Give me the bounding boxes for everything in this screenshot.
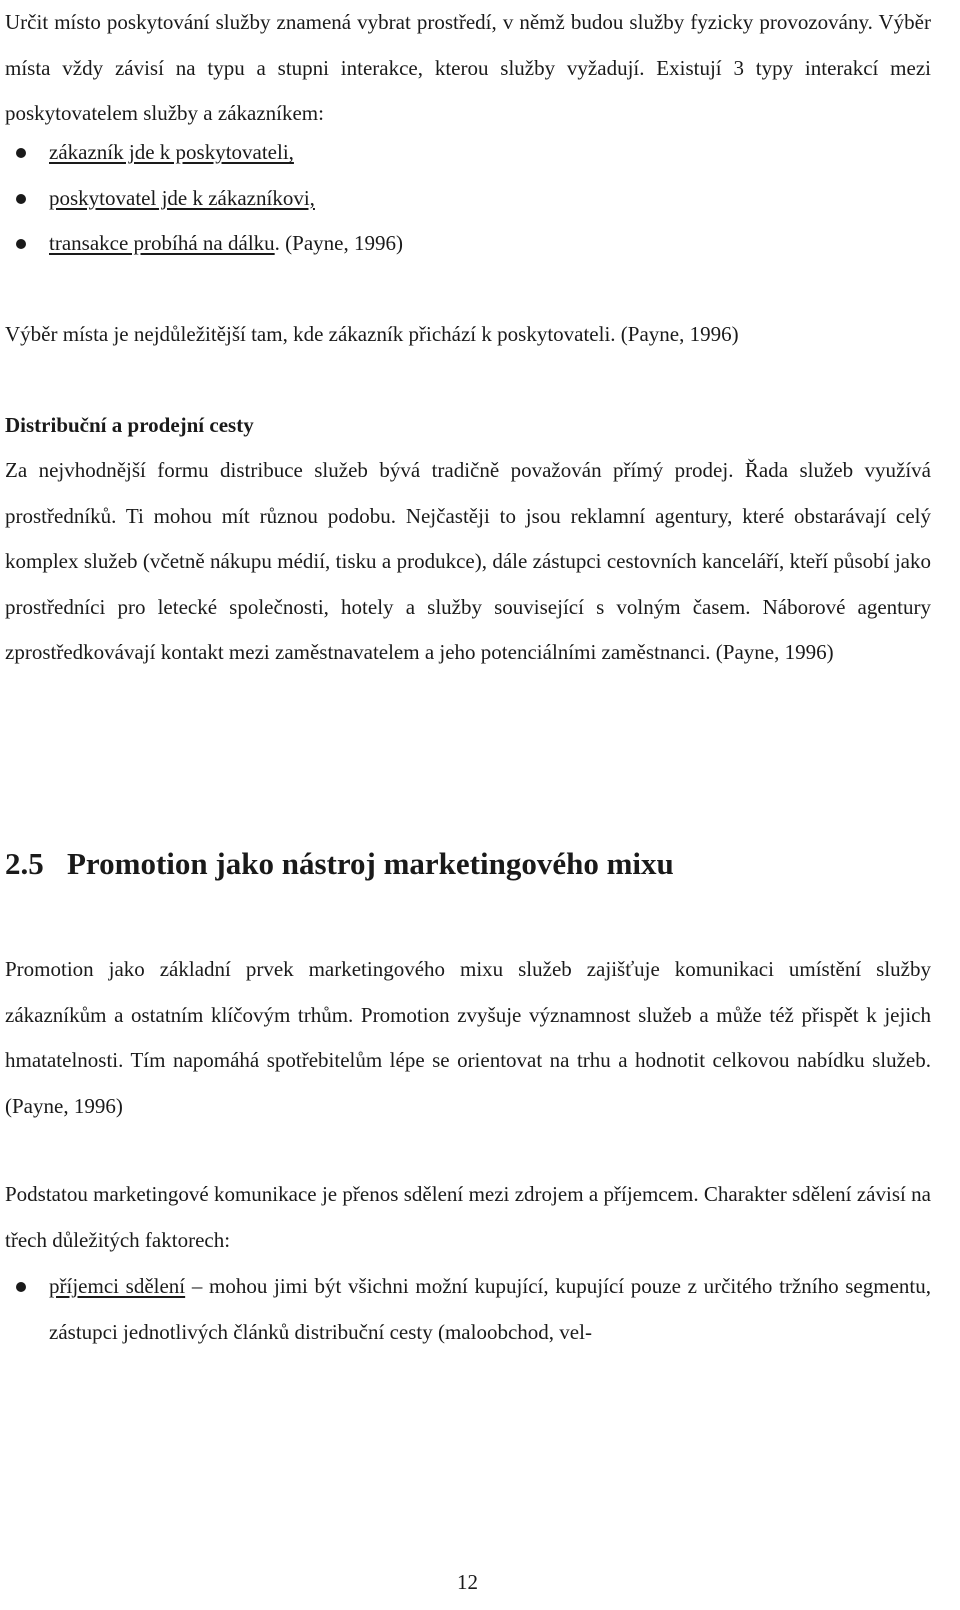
distribution-heading: Distribuční a prodejní cesty xyxy=(5,413,254,437)
list-item xyxy=(0,1264,931,1355)
page-number: 12 xyxy=(457,1570,478,1594)
interaction-type-text: transakce probíhá na dálku xyxy=(49,231,275,255)
place-importance-paragraph: Výběr místa je nejdůležitější tam, kde zákazník přichází k poskytovateli. (Payne, 1996) xyxy=(5,322,739,346)
section-title: Promotion jako nástroj marketingového mixu xyxy=(67,846,674,881)
interaction-type-text: poskytovatel jde k zákazníkovi, xyxy=(49,185,315,210)
bullet-icon xyxy=(16,148,26,158)
bullet-icon xyxy=(16,1282,26,1292)
factors-list xyxy=(0,1264,931,1355)
distribution-paragraph: Za nejvhodnější formu distribuce služeb bývá tradičně považován přímý prodej. Řada služeb využívá prostředníků. Ti mohou mít různou podobu. Nejčastěji to jsou reklamní agentury, které obstarávají celý komplex služeb (včetně nákupu médií, tisku a produkce), dále zástupci cestovních kanceláří, kteří působí jako prostředníci pro letecké společnosti, hotely a služby související s volným časem. Náborové agentury zprostředkovávají kontakt mezi zaměstnavatelem a jeho potenciálními zaměstnanci. (Payne, 1996) xyxy=(5,458,931,664)
interaction-type-suffix: . (Payne, 1996) xyxy=(274,231,403,255)
interaction-type-text: zákazník jde k poskytovateli, xyxy=(49,140,294,164)
interaction-types-list xyxy=(0,130,931,267)
list-item xyxy=(0,221,931,267)
list-item xyxy=(0,176,931,222)
promotion-paragraph: Promotion jako základní prvek marketingového mixu služeb zajišťuje komunikaci umístění služby zákazníkům a ostatním klíčovým trhům. Promotion zvyšuje významnost služeb a může též přispět k jejich hmatatelnosti. Tím napomáhá spotřebitelům lépe se orientovat na trhu a hodnotit celkovou nabídku služeb. (Payne, 1996) xyxy=(5,957,931,1118)
factor-term: příjemci sdělení xyxy=(49,1274,186,1298)
factor-text: – mohou jimi být všichni možní kupující, kupující pouze z určitého tržního segmentu, zástupci jednotlivých článků distribuční cesty (maloobchod, vel- xyxy=(49,1274,931,1344)
intro-paragraph: Určit místo poskytování služby znamená vybrat prostředí, v němž budou služby fyzicky provozovány. Výběr místa vždy závisí na typu a stupni interakce, kterou služby vyžadují. Existují 3 typy interakcí mezi poskytovatelem služby a zákazníkem: xyxy=(5,10,931,125)
bullet-icon xyxy=(16,194,26,204)
section-heading xyxy=(5,836,674,892)
communication-paragraph: Podstatou marketingové komunikace je přenos sdělení mezi zdrojem a příjemcem. Charakter sdělení závisí na třech důležitých faktorech: xyxy=(5,1182,931,1252)
bullet-icon xyxy=(16,239,26,249)
section-number: 2.5 xyxy=(5,846,44,881)
list-item xyxy=(0,130,931,176)
